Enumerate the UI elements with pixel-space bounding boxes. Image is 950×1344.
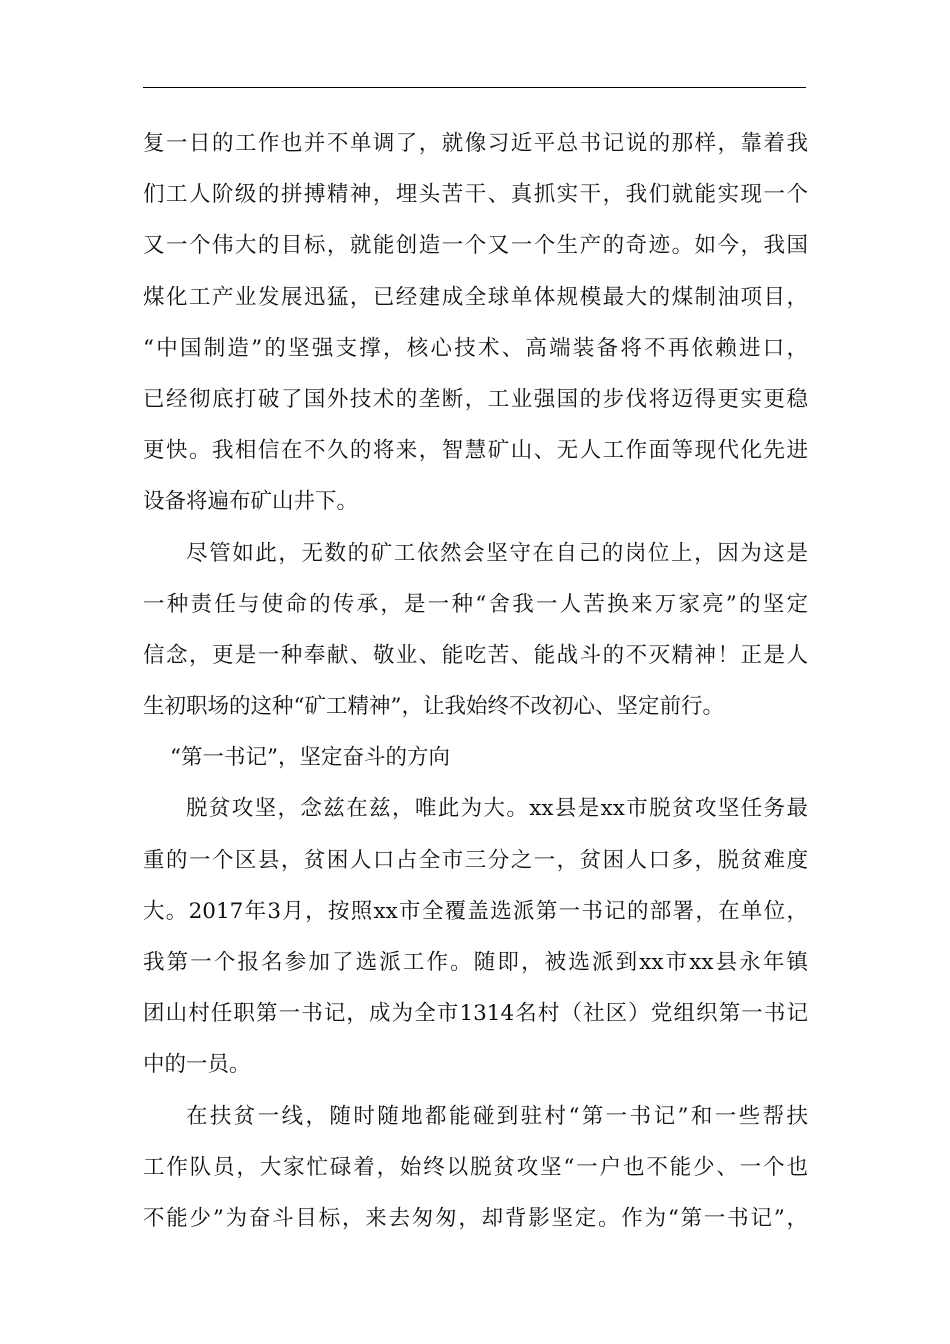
text-line: 重的一个区县，贫困人口占全市三分之一，贫困人口多，脱贫难度 [143, 847, 808, 873]
text-line: 脱贫攻坚，念兹在兹，唯此为大。xx县是xx市脱贫攻坚任务最 [186, 796, 808, 822]
section-heading: “第一书记”，坚定奋斗的方向 [170, 745, 450, 771]
text-line: “中国制造”的坚强支撑，核心技术、高端装备将不再依赖进口， [143, 335, 808, 361]
header-rule [143, 87, 806, 88]
text-line: 更快。我相信在不久的将来，智慧矿山、无人工作面等现代化先进 [143, 438, 808, 464]
text-line: 工作队员，大家忙碌着，始终以脱贫攻坚“一户也不能少、一个也 [143, 1154, 808, 1180]
text-line: 尽管如此，无数的矿工依然会坚守在自己的岗位上，因为这是 [186, 540, 808, 566]
text-line: 一种责任与使命的传承，是一种“舍我一人苦换来万家亮”的坚定 [143, 591, 808, 617]
text-line: 大。2017年3月，按照xx市全覆盖选派第一书记的部署，在单位， [143, 898, 808, 924]
text-line: 中的一员。 [143, 1052, 251, 1078]
text-line: 不能少”为奋斗目标，来去匆匆，却背影坚定。作为“第一书记”， [143, 1205, 808, 1231]
text-line: 信念，更是一种奉献、敬业、能吃苦、能战斗的不灭精神！正是人 [143, 642, 808, 668]
text-line: 我第一个报名参加了选派工作。随即，被选派到xx市xx县永年镇 [143, 950, 808, 975]
text-line: 在扶贫一线，随时随地都能碰到驻村“第一书记”和一些帮扶 [186, 1103, 808, 1129]
text-line: 煤化工产业发展迅猛，已经建成全球单体规模最大的煤制油项目， [143, 284, 808, 310]
text-line: 生初职场的这种“矿工精神”，让我始终不改初心、坚定前行。 [143, 694, 724, 720]
text-line: 复一日的工作也并不单调了，就像习近平总书记说的那样，靠着我 [143, 131, 808, 156]
text-line: 已经彻底打破了国外技术的垄断，工业强国的步伐将迈得更实更稳 [143, 386, 808, 412]
text-line: 们工人阶级的拼搏精神，埋头苦干、真抓实干，我们就能实现一个 [143, 182, 808, 208]
text-line: 团山村任职第一书记，成为全市1314名村（社区）党组织第一书记 [143, 1001, 808, 1027]
body-text [143, 118, 808, 1244]
text-line: 设备将遍布矿山井下。 [143, 489, 359, 515]
text-line: 又一个伟大的目标，就能创造一个又一个生产的奇迹。如今，我国 [143, 233, 808, 259]
